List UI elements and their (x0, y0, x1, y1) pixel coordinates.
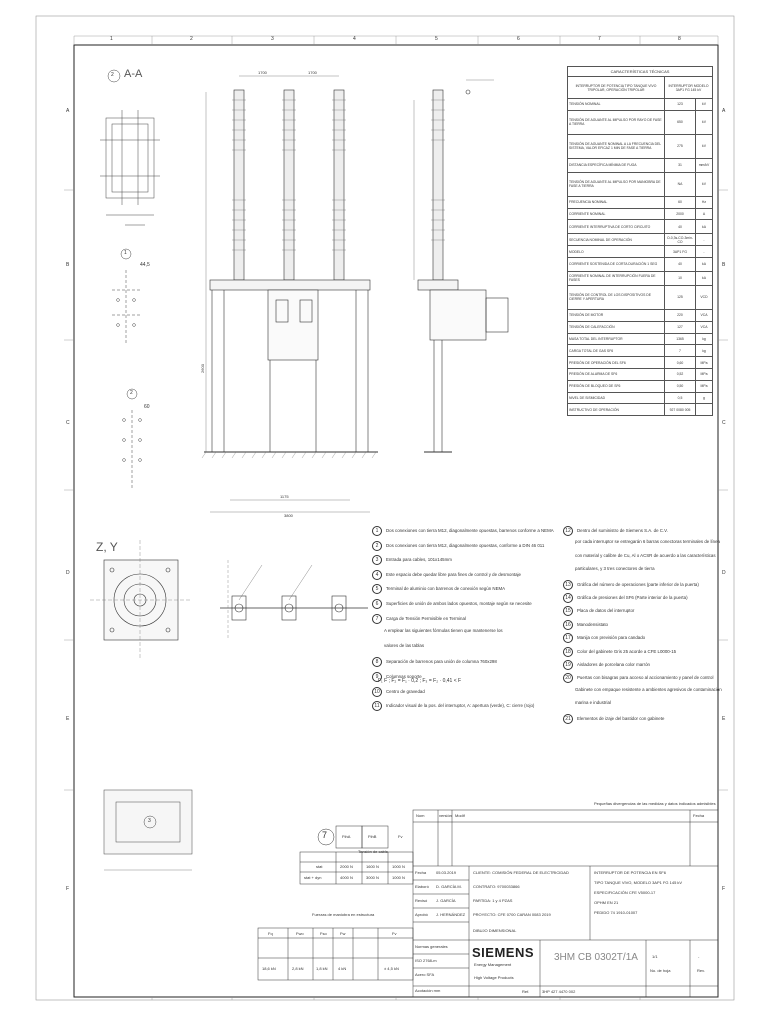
detail-num-b: 2 (111, 72, 114, 78)
spec-label: NIVEL DE SISMICIDAD (568, 392, 665, 404)
spec-row (568, 345, 713, 357)
tb-desc-3: ESPECIFICACIÓN CFE V5000-17 (594, 890, 656, 895)
section-aa-detail (100, 70, 160, 225)
grid-col-2: 2 (190, 36, 193, 42)
brand-sub-2: High Voltage Products (474, 975, 514, 980)
grid-row-c: C (66, 420, 70, 426)
spec-label: TENSIÓN NOMINAL (568, 99, 665, 111)
spec-label: TENSIÓN DE AGUANTE AL IMPULSO POR MANIOBRA DE FASE A TIERRA (568, 172, 665, 196)
note-number: 18 (563, 647, 573, 657)
revision-version: versión (439, 813, 452, 818)
note-number: 19 (563, 660, 573, 670)
note-number: 1 (372, 526, 382, 536)
spec-row (568, 158, 713, 172)
spec-unit: kV (696, 99, 713, 111)
note-number: 16 (563, 620, 573, 630)
spec-row (568, 368, 713, 380)
tb-aprobo-key: Aprobó (415, 912, 428, 917)
note-text: marina e industrial (575, 700, 611, 706)
spec-row (568, 172, 713, 196)
load-header-fthb: FthB (368, 834, 377, 839)
note-item (563, 553, 716, 558)
spec-value: 0,60 (665, 357, 696, 369)
tb-small-2: ISO 2768-m (415, 958, 437, 963)
spec-value: 123 (665, 99, 696, 111)
spec-label: TENSIÓN DE CONTROL DE LOS DISPOSITIVOS DE CIERRE Y APERTURA (568, 285, 665, 309)
note-item (372, 599, 532, 609)
spec-label: CORRIENTE SOSTENIDA DE CORTA DURACIÓN 1 SEG (568, 257, 665, 271)
note-text: Terminal de aluminio con barrenos de conexión según NEMA (386, 586, 506, 592)
note-text: Centro de gravedad (386, 688, 425, 694)
spec-label: PRESIÓN DE BLOQUEO DE SF6 (568, 380, 665, 392)
note-number: 6 (372, 599, 382, 609)
note-item (372, 657, 497, 667)
note-text: Dos conexiones con tierra M12, diagonalmente opuestas, conforme a DIN 46 011 (386, 542, 545, 548)
note-item (372, 614, 466, 624)
spec-unit: g (696, 392, 713, 404)
view-label-aa: A-A (124, 68, 143, 80)
load-row-1-v1: 3000 N (366, 875, 379, 880)
ref-value: 3HP 427 4470 002 (542, 989, 576, 994)
siemens-logo: SIEMENS (472, 945, 535, 960)
spec-value: 0,50 (665, 380, 696, 392)
tb-desc-4: OPHM EN 21 (594, 900, 619, 905)
spec-row (568, 285, 713, 309)
spec-row (568, 404, 713, 416)
dim-phase-1: 1700 (258, 70, 267, 75)
rev-label: Rev. (697, 968, 705, 973)
spec-label: TENSIÓN DE CALEFACCIÓN (568, 321, 665, 333)
load-row-0-label: stat (316, 864, 323, 869)
spec-label: INSTRUCTIVO DE OPERACIÓN (568, 404, 665, 416)
grid-col-4: 4 (353, 36, 356, 42)
grid-row-e: E (66, 716, 70, 722)
note-text: Color del gabinete Gris 25 acorde a CFE L0000-15 (577, 648, 677, 654)
note-number: 9 (372, 672, 382, 682)
note-text: Dos conexiones con tierra M12, diagonalmente opuestas, barrenos conforme a NEMA (386, 528, 554, 534)
note-item (563, 580, 699, 590)
note-text: Placa de datos del interruptor (577, 608, 635, 614)
note-item (563, 714, 664, 724)
grid-col-1: 1 (110, 36, 113, 42)
brand-sub-1: Energy Management (474, 962, 512, 967)
spec-unit: VCA (696, 309, 713, 321)
spec-table-title: CARACTERÍSTICAS TÉCNICAS (568, 67, 713, 77)
forces-v1: 2,8 kN (292, 966, 304, 971)
note-text: Gráfica del número de operaciones (parte inferior de la puerta) (577, 581, 699, 587)
spec-label: TENSIÓN DE AGUANTE NOMINAL A LA FRECUENCIA DEL SISTEMA, VALOR EFICAZ 1 MIN DE FASE A TIERRA (568, 134, 665, 158)
note-text: por cada interruptor se entregarán 6 barras conectoras terminales de línea (575, 539, 720, 545)
tb-fecha-key: Fecha (415, 870, 427, 875)
spec-row (568, 220, 713, 234)
note-item (372, 570, 521, 580)
note-item (372, 555, 452, 565)
note-text: Manija con previsión para candado (577, 635, 646, 641)
spec-label: SECUENCIA NOMINAL DE OPERACIÓN (568, 234, 665, 246)
sheet-label: No. de hoja (650, 968, 671, 973)
spec-value: 3AP1 FG (665, 246, 696, 258)
spec-label: CARGA TOTAL DE GAS SF6 (568, 345, 665, 357)
note-item (563, 700, 611, 705)
grid-row-b-right: B (722, 262, 726, 268)
spec-value: 650 (665, 110, 696, 134)
note-number: 15 (563, 606, 573, 616)
grid-col-8: 8 (678, 36, 681, 42)
tb-project: PROYECTO: CFE 0700 CARAN 0083 2019 (473, 912, 551, 917)
spec-row (568, 333, 713, 345)
note-text: Elementos de izaje del bastidor con gabinete (577, 715, 665, 721)
tb-desc-2: TIPO TANQUE VIVO, MODELO 3AP1 FG 145 kV (594, 880, 683, 885)
grid-col-3: 3 (271, 36, 274, 42)
drawing-number: 3HM CB 0302T/1A (554, 952, 638, 963)
note-number: 8 (372, 657, 382, 667)
sheet-value: 1/1 (652, 954, 658, 959)
note-number: 3 (372, 555, 382, 565)
spec-value: 60 (665, 196, 696, 208)
note-text: Superficies de unión de ambos lados opuestos, montaje según se necesite (386, 601, 532, 607)
spec-unit: A (696, 208, 713, 220)
note-text: Entrada para cables, 101x145mm (386, 557, 452, 563)
technical-specs-table (567, 66, 713, 416)
rev-value: - (698, 954, 700, 959)
spec-row (568, 99, 713, 111)
spec-unit: kV (696, 134, 713, 158)
note-item (563, 633, 645, 643)
forces-v4: ± 4,5 kN (384, 966, 399, 971)
spec-label: MASA TOTAL DEL INTERRUPTOR (568, 333, 665, 345)
forces-header-4: Fv (392, 931, 397, 936)
note-number: 20 (563, 673, 573, 683)
spec-header-right: INTERRUPTOR MODELO 3AP1 FG 145 kV (665, 77, 713, 99)
forces-header-2: Fso (320, 931, 327, 936)
spec-value: 0,5 (665, 392, 696, 404)
note-number: 13 (563, 580, 573, 590)
spec-row (568, 257, 713, 271)
grid-row-f: F (66, 886, 70, 892)
spec-value: 125 (665, 285, 696, 309)
detail-2 (123, 389, 142, 490)
spec-unit: - (696, 246, 713, 258)
note-number: 14 (563, 593, 573, 603)
dim-base: 1175 (280, 494, 289, 499)
grid-row-f-right: F (722, 886, 726, 892)
grid-row-d: D (66, 570, 70, 576)
spec-value: 1365 (665, 333, 696, 345)
spec-unit: kg (696, 333, 713, 345)
spec-row (568, 380, 713, 392)
spec-header-left: INTERRUPTOR DE POTENCIA TIPO TANQUE VIVO TRIPOLAR, OPERACIÓN TRIPOLAR (568, 77, 665, 99)
view-label-zy: Z, Y (96, 540, 118, 554)
dim-60: 60 (144, 404, 150, 410)
spec-label: PRESIÓN DE OPERACIÓN DEL SF6 (568, 357, 665, 369)
spec-label: MODELO (568, 246, 665, 258)
grid-row-e-right: E (722, 716, 726, 722)
spec-unit: kg (696, 345, 713, 357)
tb-small-3: Acero SFA (415, 972, 435, 977)
spec-value: NA (665, 172, 696, 196)
spec-unit: kA (696, 257, 713, 271)
spec-unit: kA (696, 271, 713, 285)
note-item (563, 673, 713, 683)
note-number: 21 (563, 714, 573, 724)
spec-label: TENSIÓN DE MOTOR (568, 309, 665, 321)
dim-phase-2: 1700 (308, 70, 317, 75)
note-item (563, 606, 634, 616)
spec-unit: MPa (696, 380, 713, 392)
revision-fecha: Fecha (693, 813, 705, 818)
detail-num-7: 7 (322, 830, 328, 840)
spec-unit: VCD (696, 285, 713, 309)
tb-desc-1: INTERRUPTOR DE POTENCIA EN SF6 (594, 870, 666, 875)
note-number: 17 (563, 633, 573, 643)
spec-row (568, 271, 713, 285)
grid-row-a-right: A (722, 108, 726, 114)
spec-row (568, 321, 713, 333)
forces-v0: 18,6 kN (262, 966, 276, 971)
tb-small-1: Normas generales (415, 944, 448, 949)
spec-label: TENSIÓN DE AGUANTE AL IMPULSO POR RAYO DE FASE A TIERRA (568, 110, 665, 134)
spec-label: PRESIÓN DE ALARMA DE SF6 (568, 368, 665, 380)
spec-row (568, 208, 713, 220)
grid-row-b: B (66, 262, 70, 268)
section-zy-plan (90, 540, 368, 660)
note-item (372, 541, 544, 551)
note-text: A emplear las siguientes fórmulas tienen que mantenerse los (384, 628, 503, 634)
load-row-1-label: stat + dyn (304, 875, 322, 880)
detail-3 (104, 790, 192, 870)
load-formula: F₁ F ; F₂ = F₁ · 0,2 ; F₃ = F₂ · 0,41 < F (378, 678, 462, 684)
spec-row (568, 309, 713, 321)
note-text: Separación de barrenos para unión de columna 760x298 (386, 659, 497, 665)
ref-label: Ref. (522, 989, 530, 994)
spec-unit: mm/kV (696, 158, 713, 172)
note-text: Manodensistato (577, 621, 608, 627)
tb-dibujo: DIBUJO DIMENSIONAL (473, 928, 517, 933)
spec-label: DISTANCIA ESPECÍFICA MÍNIMA DE FUGA (568, 158, 665, 172)
forces-table-title: Fuerzas de maniobra en estructura (312, 912, 375, 917)
note-number: 12 (563, 526, 573, 536)
forces-header-0: Fq (268, 931, 273, 936)
spec-unit: kV (696, 110, 713, 134)
note-number: 7 (372, 614, 382, 624)
spec-value: O-0,3s-CO-3min-CO (665, 234, 696, 246)
grid-col-5: 5 (435, 36, 438, 42)
spec-unit: VCA (696, 321, 713, 333)
load-row-0-v0: 2000 N (340, 864, 353, 869)
note-text: Aisladores de porcelana color marrón (577, 662, 650, 668)
spec-row (568, 392, 713, 404)
spec-value: 10 (665, 271, 696, 285)
tb-elaboro-key: Elaboró (415, 884, 429, 889)
note-item (372, 526, 554, 536)
spec-value: 127 (665, 321, 696, 333)
load-row-0-v2: 1000 N (392, 864, 405, 869)
note-number: 4 (372, 570, 382, 580)
note-text: Este espacio debe quedar libre para fines de control y de desmontaje (386, 571, 521, 577)
note-item (372, 584, 505, 594)
dim-44-5: 44,5 (140, 262, 150, 268)
revision-note: Pequeñas divergencias de las medidas y datos indicados admisibles (594, 801, 716, 806)
spec-label: CORRIENTE NOMINAL DE INTERRUPCIÓN FUERA DE FASES (568, 271, 665, 285)
note-item (563, 566, 655, 571)
revision-modif: Modif (455, 813, 465, 818)
spec-value: 7 (665, 345, 696, 357)
spec-row (568, 246, 713, 258)
detail-num-1: 1 (124, 250, 127, 256)
grid-col-6: 6 (517, 36, 520, 42)
detail-num-2: 2 (130, 390, 133, 396)
tb-contract: CONTRATO: 9700033866 (473, 884, 520, 889)
spec-unit (696, 404, 713, 416)
spec-row (568, 134, 713, 158)
tb-fecha-val: 05.03.2019 (436, 870, 457, 875)
tb-small-4: Acotación mm (415, 988, 441, 993)
spec-unit: Hz (696, 196, 713, 208)
load-row-0-v1: 1600 N (366, 864, 379, 869)
note-item (372, 643, 424, 648)
note-item (372, 628, 503, 633)
note-text: Gabinete con empaque resistente a ambientes agresivos de contaminación (575, 686, 722, 692)
forces-header-1: Fwo (296, 931, 304, 936)
grid-row-c-right: C (722, 420, 726, 426)
spec-label: CORRIENTE INTERRUPTIVA DE CORTO CIRCUITO (568, 220, 665, 234)
spec-value: 220 (665, 309, 696, 321)
tb-elaboro-val: D. GARCÍA M. (436, 884, 462, 889)
load-table-title: Tensión de cable (358, 849, 389, 854)
dim-height: 2600 (199, 364, 205, 373)
tb-client: CLIENTE: COMISIÓN FEDERAL DE ELECTRICIDAD (473, 870, 569, 875)
forces-v2: 1,8 kN (316, 966, 328, 971)
spec-label: FRECUENCIA NOMINAL (568, 196, 665, 208)
grid-col-7: 7 (598, 36, 601, 42)
note-item (563, 647, 676, 657)
spec-value: 0,52 (665, 368, 696, 380)
load-row-1-v2: 1000 N (392, 875, 405, 880)
spec-unit: MPa (696, 357, 713, 369)
note-item (372, 701, 534, 711)
spec-value: 927 0080 005 (665, 404, 696, 416)
note-text: Columnas soporte (386, 674, 422, 680)
spec-unit: kA (696, 220, 713, 234)
spec-row (568, 357, 713, 369)
front-elevation (199, 76, 378, 512)
detail-num-3: 3 (148, 818, 151, 824)
spec-unit: kV (696, 172, 713, 196)
note-item (372, 687, 425, 697)
note-item (563, 593, 688, 603)
note-text: Dentro del suministro de Siemens S.A. de C.V. (577, 528, 668, 534)
tb-reviso-key: Revisó (415, 898, 428, 903)
note-number: 5 (372, 584, 382, 594)
note-item (563, 660, 650, 670)
note-item (563, 687, 722, 692)
tb-desc-5: PEDIDO 74 1910-01007 (594, 910, 638, 915)
note-number: 10 (372, 687, 382, 697)
load-row-1-v0: 4000 N (340, 875, 353, 880)
note-text: valores de las tablas (384, 642, 425, 648)
note-text: Gráfica de presiones del SF6 (Parte interior de la puerta) (577, 595, 688, 601)
note-number: 2 (372, 541, 382, 551)
note-text: Puertas con bisagras para acceso al accionamiento y panel de control (577, 675, 714, 681)
forces-header-3: Fw (340, 931, 346, 936)
note-item (563, 539, 720, 544)
load-header-fv: Fv (398, 834, 403, 839)
tb-partida: PARTIDA: 1 y 4 PZAS (473, 898, 513, 903)
note-number: 11 (372, 701, 382, 711)
note-text: con material y calibre de Cu, Al o ACSR de acuerdo a las características (575, 552, 716, 558)
note-item (563, 526, 668, 536)
side-elevation (414, 80, 508, 452)
spec-unit: MPa (696, 368, 713, 380)
spec-value: 275 (665, 134, 696, 158)
spec-row (568, 110, 713, 134)
spec-value: 31 (665, 158, 696, 172)
note-item (563, 620, 608, 630)
grid-row-d-right: D (722, 570, 726, 576)
spec-label: CORRIENTE NOMINAL (568, 208, 665, 220)
tb-reviso-val: J. GARCÍA (436, 898, 456, 903)
revision-nom: Nom (416, 813, 425, 818)
note-text: particulares, y 3 tres conectores de tierra (575, 566, 655, 572)
spec-row (568, 234, 713, 246)
spec-unit: - (696, 234, 713, 246)
detail-1 (112, 249, 140, 345)
dim-total-width: 3800 (284, 513, 293, 518)
note-text: Indicador visual de la pos. del interruptor, A: apertura (verde), C: cierre (rojo) (386, 703, 535, 709)
spec-row (568, 196, 713, 208)
grid-row-a: A (66, 108, 70, 114)
note-text: Carga de Tensión Permisible en Terminal (386, 615, 466, 621)
spec-value: 2000 (665, 208, 696, 220)
tb-aprobo-val: J. HERNÁNDEZ (436, 912, 466, 917)
forces-v3: 4 kN (338, 966, 347, 971)
load-header-ftha: FthA (342, 834, 351, 839)
spec-value: 40 (665, 220, 696, 234)
spec-value: 40 (665, 257, 696, 271)
